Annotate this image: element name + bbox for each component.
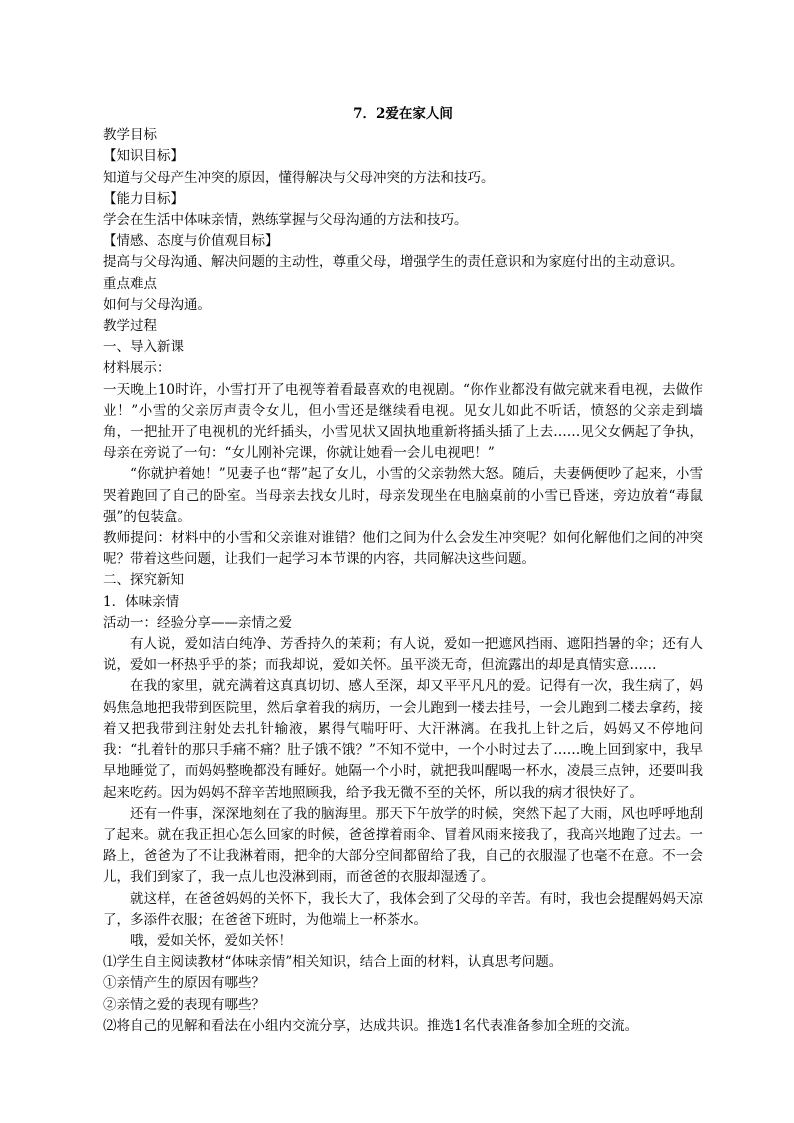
section-explore-heading: 二、探究新知 (103, 572, 184, 589)
ability-goal-text: 学会在生活中体味亲情，熟练掌握与父母沟通的方法和技巧。 (103, 212, 468, 229)
teaching-goal-heading: 教学目标 (103, 127, 157, 144)
question-1a: ①亲情产生的原因有哪些？ (103, 975, 265, 992)
material-paragraph-2: “你就护着她！”见妻子也“帮”起了女儿，小雪的父亲勃然大怒。随后，夫妻俩便吵了起来，小雪哭着跑回了自己的卧室。当母亲去找女儿时，母亲发现坐在电脑桌前的小雪已昏迷，旁边放着“毒鼠强”的包装盒。 (103, 466, 703, 525)
question-2: ⑵将自己的见解和看法在小组内交流分享，达成共识。推选1名代表准备参加全班的交流。 (103, 1017, 639, 1034)
question-1: ⑴学生自主阅读教材“体味亲情”相关知识，结合上面的材料，认真思考问题。 (103, 954, 563, 971)
key-points-heading: 重点难点 (103, 275, 157, 292)
essay-paragraph-1: 有人说，爱如洁白纯净、芳香持久的茉莉；有人说，爱如一把遮风挡雨、遮阳挡暑的伞；还有人说，爱如一杯热乎乎的茶；而我却说，爱如关怀。虽平淡无奇，但流露出的却是真情实意…… (103, 636, 703, 674)
question-1b: ②亲情之爱的表现有哪些？ (103, 996, 265, 1013)
knowledge-goal-heading: 【知识目标】 (103, 148, 184, 165)
material-heading: 材料展示： (103, 360, 171, 377)
essay-paragraph-4: 就这样，在爸爸妈妈的关怀下，我长大了，我体会到了父母的辛苦。有时，我也会提醒妈妈天凉了，多添件衣服；在爸爸下班时，为他端上一杯茶水。 (103, 890, 703, 928)
process-heading: 教学过程 (103, 318, 157, 335)
emotion-goal-text: 提高与父母沟通、解决问题的主动性，尊重父母，增强学生的责任意识和为家庭付出的主动意识。 (103, 254, 684, 271)
section-intro-heading: 一、导入新课 (103, 339, 184, 356)
ability-goal-heading: 【能力目标】 (103, 190, 184, 207)
subsection-heading: 1．体味亲情 (103, 593, 180, 610)
key-points-text: 如何与父母沟通。 (103, 296, 211, 313)
document-title: 7．2爱在家人间 (353, 106, 453, 122)
document-page (103, 104, 703, 1037)
emotion-goal-heading: 【情感、态度与价值观目标】 (103, 233, 279, 250)
essay-paragraph-2: 在我的家里，就充满着这真真切切、感人至深，却又平平凡凡的爱。记得有一次，我生病了，妈妈焦急地把我带到医院里，然后拿着我的病历，一会儿跑到一楼去挂号，一会儿跑到二楼去拿药，接着又把我带到注射处去扎针输液，累得气喘吁吁、大汗淋漓。在我扎上针之后，妈妈又不停地问我：“扎着针的那只手痛不痛？肚子饿不饿？”不知不觉中，一个小时过去了……晚上回到家中，我早早地睡觉了，而妈妈整晚都没有睡好。她隔一个小时，就把我叫醒喝一杯水，凌晨三点钟，还要叫我起来吃药。因为妈妈不辞辛苦地照顾我，给予我无微不至的关怀，所以我的病才很快好了。 (103, 678, 703, 801)
material-paragraph-1: 一天晚上10时许，小雪打开了电视等着看最喜欢的电视剧。“你作业都没有做完就来看电视，去做作业！”小雪的父亲厉声责令女儿，但小雪还是继续看电视。见女儿如此不听话，愤怒的父亲走到墙角，一把扯开了电视机的光纤插头，小雪见状又固执地重新将插头插了上去……见父女俩起了争执，母亲在旁说了一句：“女儿刚补完课，你就让她看一会儿电视吧！” (103, 381, 703, 462)
essay-paragraph-3: 还有一件事，深深地刻在了我的脑海里。那天下午放学的时候，突然下起了大雨，风也呼呼地刮了起来。就在我正担心怎么回家的时候，爸爸撑着雨伞、冒着风雨来接我了，我高兴地跑了过去。一路上，爸爸为了不让我淋着雨，把伞的大部分空间都留给了我，自己的衣服湿了也毫不在意。不一会儿，我们到家了，我一点儿也没淋到雨，而爸爸的衣服却湿透了。 (103, 805, 703, 886)
knowledge-goal-text: 知道与父母产生冲突的原因，懂得解决与父母冲突的方法和技巧。 (103, 169, 495, 186)
activity-heading: 活动一：经验分享——亲情之爱 (103, 614, 292, 631)
essay-paragraph-5: 哦，爱如关怀，爱如关怀！ (130, 932, 292, 949)
teacher-question-paragraph: 教师提问：材料中的小雪和父亲谁对谁错？他们之间为什么会发生冲突呢？如何化解他们之间的冲突呢？带着这些问题，让我们一起学习本节课的内容，共同解决这些问题。 (103, 530, 703, 568)
